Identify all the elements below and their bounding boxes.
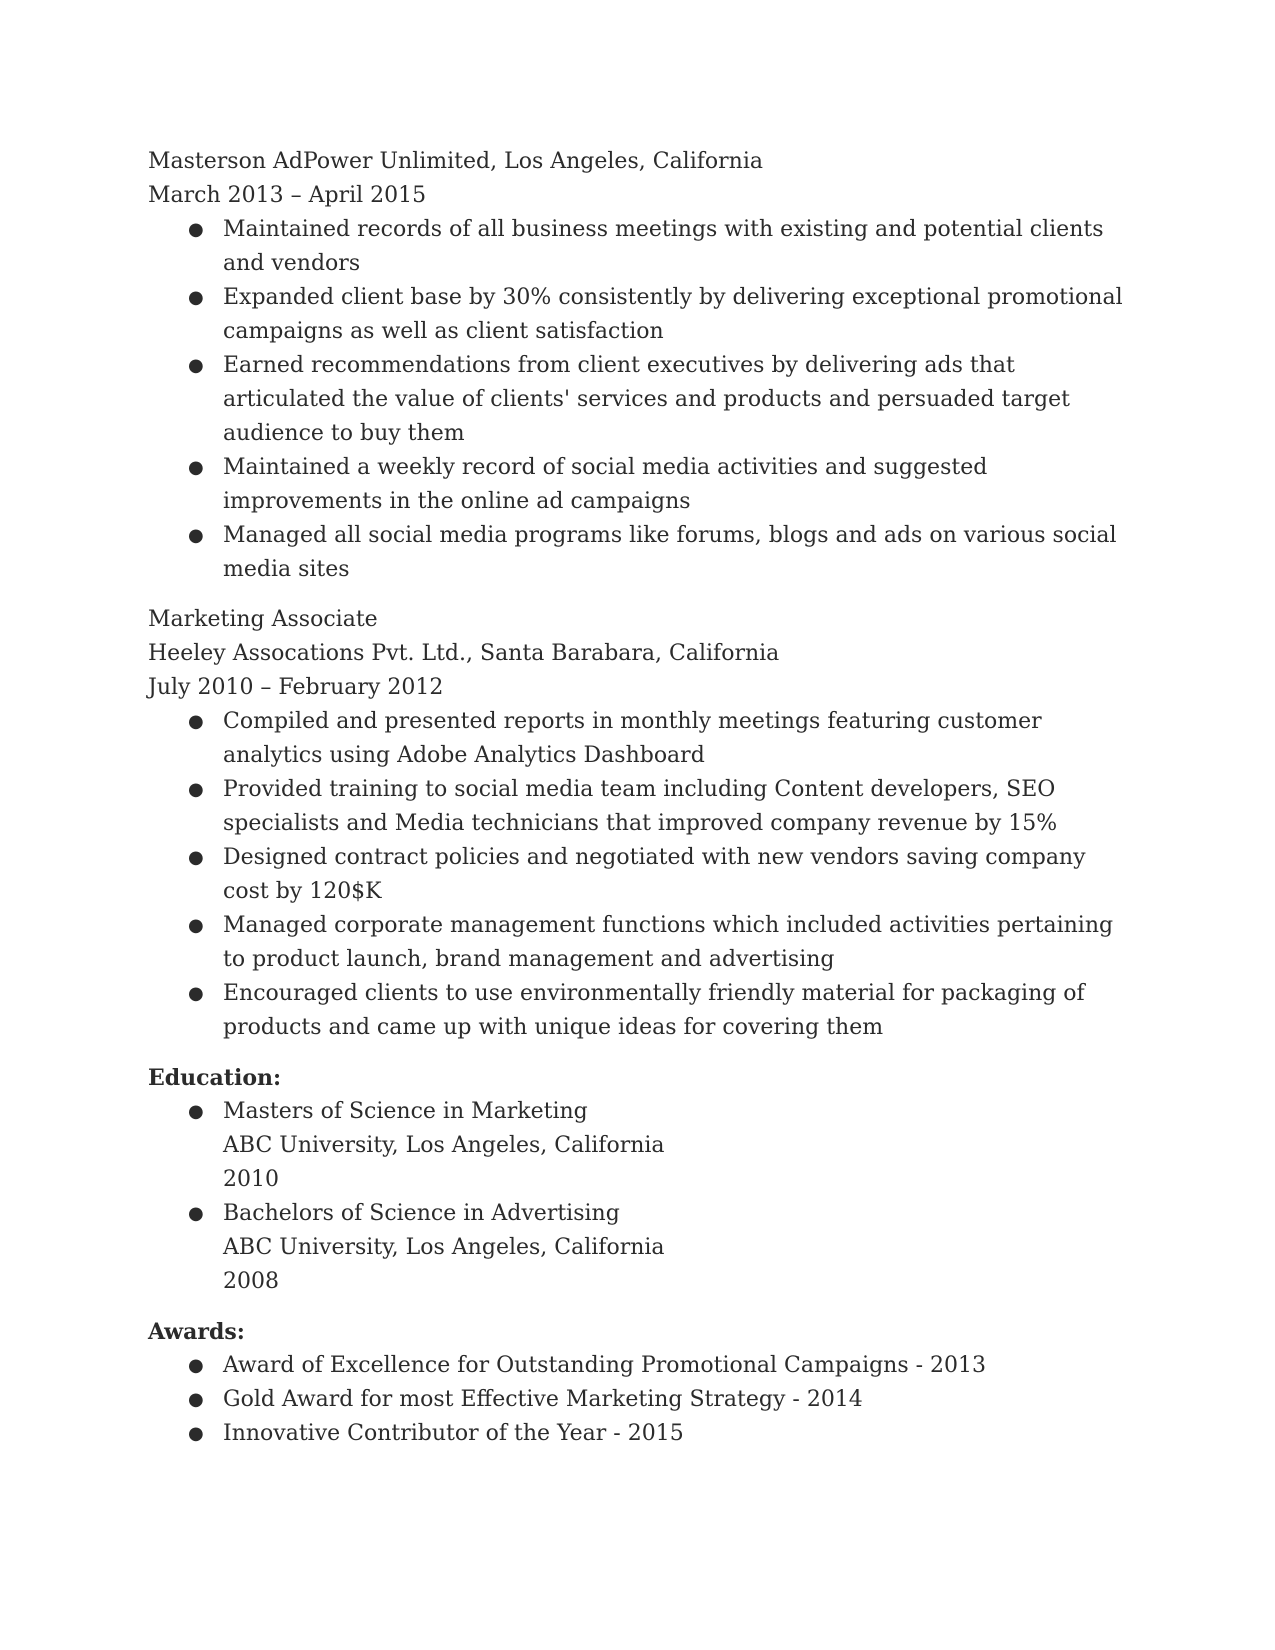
list-item [148, 1095, 1128, 1197]
list-item [148, 841, 1128, 909]
bullet-text: Earned recommendations from client executives by delivering ads that articulated the value of clients' services and products and persuaded target audience to buy them [223, 353, 1070, 446]
bullet-icon: ● [188, 219, 204, 240]
bullet-text: Maintained records of all business meetings with existing and potential clients and vendors [223, 217, 1104, 276]
bullet-text: Provided training to social media team including Content developers, SEO specialists and Media technicians that improved company revenue by 15% [223, 777, 1058, 836]
awards-section [148, 1315, 1128, 1451]
school: ABC University, Los Angeles, California [223, 1235, 665, 1260]
year: 2008 [223, 1269, 279, 1294]
award-text: Innovative Contributor of the Year - 2015 [223, 1421, 684, 1446]
bullet-text: Compiled and presented reports in monthly meetings featuring customer analytics using Adobe Analytics Dashboard [223, 709, 1042, 768]
list-item [148, 1197, 1128, 1299]
bullet-icon: ● [188, 1203, 204, 1224]
awards-list [148, 1349, 1128, 1451]
list-item [148, 1417, 1128, 1451]
list-item [148, 451, 1128, 519]
bullet-icon: ● [188, 1389, 204, 1410]
bullet-icon: ● [188, 983, 204, 1004]
resume-page [148, 145, 1128, 1451]
section-heading-awards: Awards: [148, 1319, 245, 1345]
bullet-text: Expanded client base by 30% consistently by delivering exceptional promotional campaigns as well as client satisfaction [223, 285, 1123, 344]
bullet-icon: ● [188, 711, 204, 732]
section-gap [148, 1299, 1128, 1315]
bullet-text: Managed all social media programs like forums, blogs and ads on various social media sites [223, 523, 1117, 582]
job-bullets [148, 213, 1128, 587]
list-item [148, 909, 1128, 977]
list-item [148, 977, 1128, 1045]
bullet-icon: ● [188, 457, 204, 478]
job-title: Marketing Associate [148, 607, 378, 632]
bullet-icon: ● [188, 525, 204, 546]
list-item [148, 519, 1128, 587]
list-item [148, 773, 1128, 841]
job-heeley [148, 603, 1128, 1045]
bullet-icon: ● [188, 1423, 204, 1444]
year: 2010 [223, 1167, 279, 1192]
section-gap [148, 1045, 1128, 1061]
job-company: Heeley Assocations Pvt. Ltd., Santa Barabara, California [148, 641, 780, 666]
bullet-icon: ● [188, 355, 204, 376]
education-list [148, 1095, 1128, 1299]
list-item [148, 1383, 1128, 1417]
award-text: Gold Award for most Effective Marketing Strategy - 2014 [223, 1387, 863, 1412]
school: ABC University, Los Angeles, California [223, 1133, 665, 1158]
list-item [148, 705, 1128, 773]
bullet-text: Maintained a weekly record of social media activities and suggested improvements in the online ad campaigns [223, 455, 988, 514]
bullet-text: Designed contract policies and negotiated with new vendors saving company cost by 120$K [223, 845, 1086, 904]
bullet-text: Managed corporate management functions which included activities pertaining to product launch, brand management and advertising [223, 913, 1114, 972]
job-bullets [148, 705, 1128, 1045]
education-section [148, 1061, 1128, 1299]
job-dates: July 2010 – February 2012 [148, 675, 444, 700]
bullet-icon: ● [188, 779, 204, 800]
list-item [148, 213, 1128, 281]
bullet-icon: ● [188, 287, 204, 308]
degree: Bachelors of Science in Advertising [223, 1201, 620, 1226]
bullet-icon: ● [188, 1101, 204, 1122]
section-gap [148, 587, 1128, 603]
section-heading-education: Education: [148, 1065, 282, 1091]
list-item [148, 281, 1128, 349]
job-company: Masterson AdPower Unlimited, Los Angeles, California [148, 149, 763, 174]
job-masterson [148, 145, 1128, 587]
degree: Masters of Science in Marketing [223, 1099, 588, 1124]
award-text: Award of Excellence for Outstanding Promotional Campaigns - 2013 [223, 1353, 987, 1378]
list-item [148, 1349, 1128, 1383]
job-dates: March 2013 – April 2015 [148, 183, 427, 208]
bullet-icon: ● [188, 1355, 204, 1376]
bullet-icon: ● [188, 915, 204, 936]
list-item [148, 349, 1128, 451]
bullet-icon: ● [188, 847, 204, 868]
bullet-text: Encouraged clients to use environmentally friendly material for packaging of products and came up with unique ideas for covering them [223, 981, 1085, 1040]
